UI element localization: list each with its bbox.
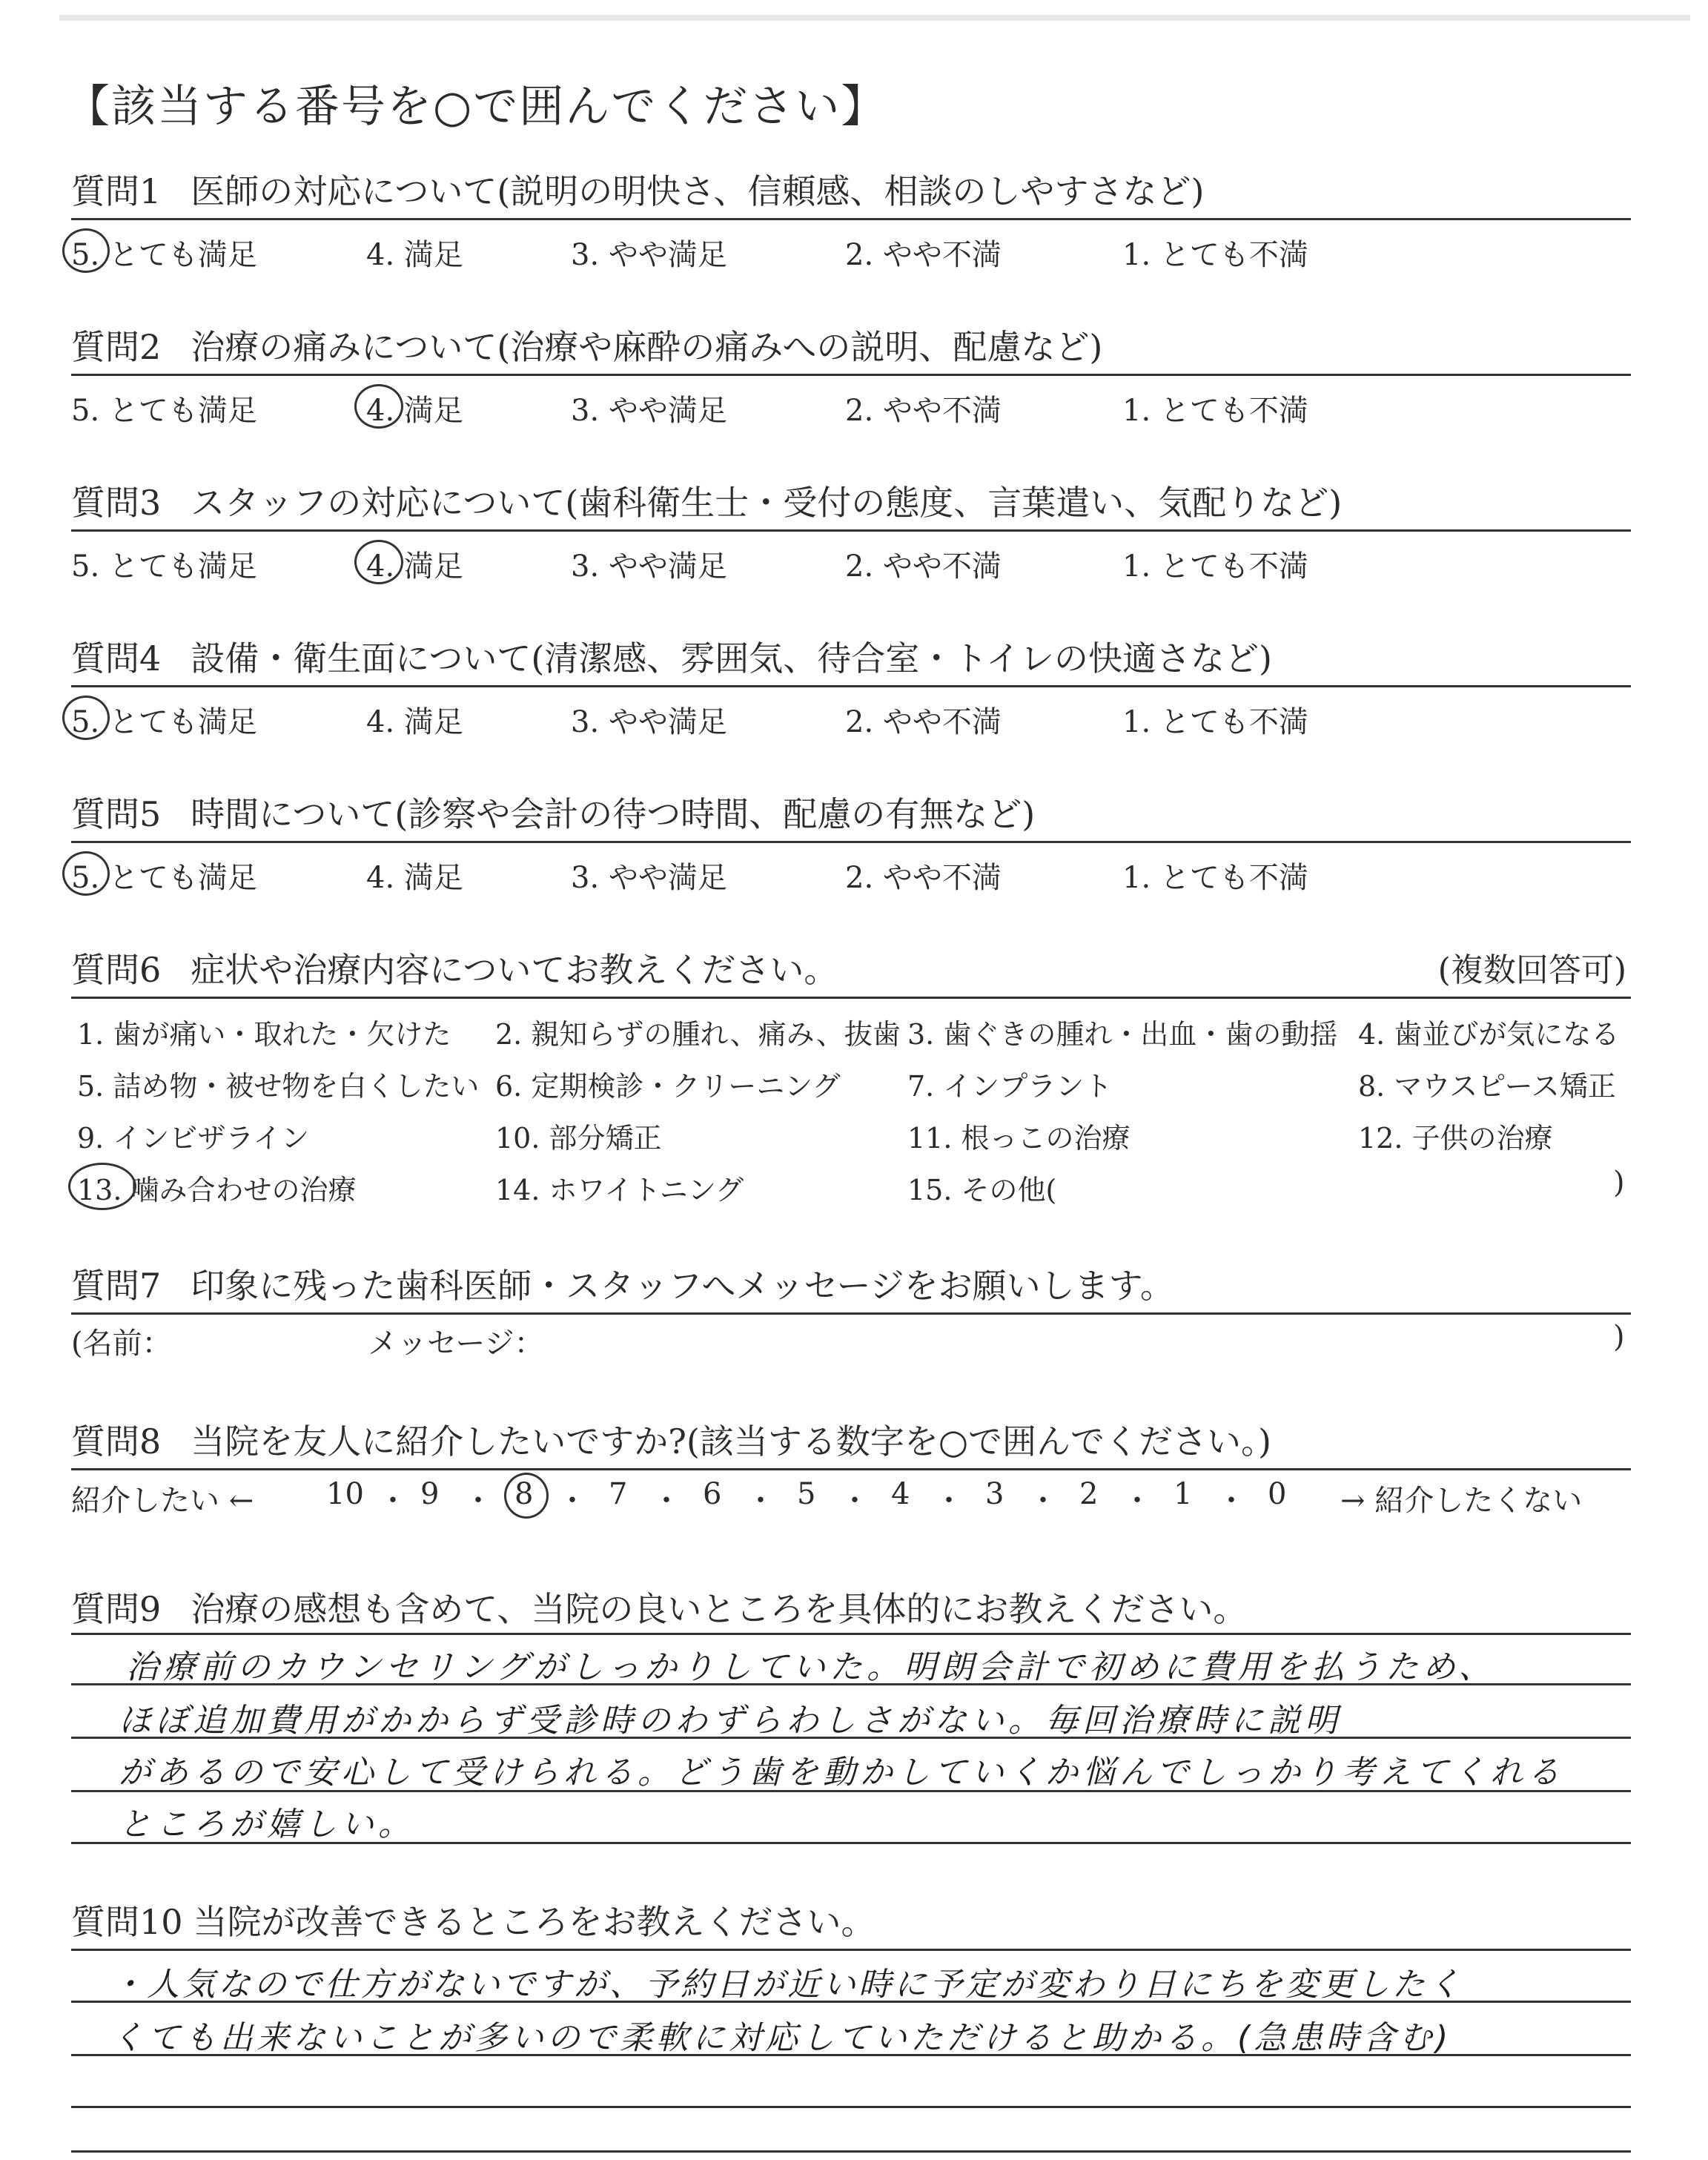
q4-option-3[interactable]: 3. やや満足 (571, 705, 727, 739)
q5-option-4[interactable]: 4. 満足 (366, 861, 463, 895)
question-2-rule (71, 374, 1631, 376)
q6-option-15[interactable]: 15. その他( (907, 1174, 1057, 1206)
q3-option-2[interactable]: 2. やや不満 (845, 549, 1002, 584)
q8-scale-separator: ・ (934, 1484, 964, 1518)
q6-option-6[interactable]: 6. 定期検診・クリーニング (495, 1070, 841, 1103)
q8-scale-separator: ・ (1122, 1484, 1152, 1518)
q4-selected-circle (62, 696, 110, 740)
q7-name-label: (名前： (71, 1327, 172, 1361)
question-3-rule (71, 529, 1631, 532)
q8-scale-separator: ・ (557, 1484, 587, 1518)
question-7-heading (71, 1259, 1174, 1308)
question-4-heading (71, 632, 1272, 681)
question-4-text: 設備・衛生面について(清潔感、雰囲気、待合室・トイレの快適さなど) (191, 638, 1272, 678)
q3-option-3[interactable]: 3. やや満足 (571, 549, 727, 584)
question-6-text: 症状や治療内容についてお教えください。 (191, 950, 838, 990)
q8-selected-circle (504, 1473, 549, 1519)
q8-scale-2[interactable]: 2 (1079, 1477, 1099, 1511)
q8-scale-6[interactable]: 6 (703, 1477, 722, 1511)
q10-answer-line: ・人気なので仕方がないですが、予約日が近い時に予定が変わり日にちを変更したく (111, 1966, 1463, 2004)
q6-option-1[interactable]: 1. 歯が痛い・取れた・欠けた (77, 1018, 451, 1051)
question-4-number: 質問4 (71, 638, 162, 678)
q1-selected-circle (62, 228, 110, 273)
q9-answer-line: ところが嬉しい。 (119, 1806, 415, 1843)
q8-left-label: 紹介したい ← (71, 1484, 254, 1518)
question-6-number: 質問6 (71, 950, 162, 990)
q8-scale-4[interactable]: 4 (891, 1477, 910, 1511)
q8-scale-9[interactable]: 9 (420, 1477, 440, 1511)
q9-answer-line: ほぼ追加費用がかからず受診時のわずらわしさがない。毎回治療時に説明 (119, 1702, 1342, 1740)
q8-scale-separator: ・ (378, 1484, 408, 1518)
q3-selected-circle (354, 540, 403, 584)
q8-scale-separator: ・ (1028, 1484, 1058, 1518)
q8-right-label: → 紹介したくない (1340, 1484, 1583, 1518)
q9-answer-line: があるので安心して受けられる。どう歯を動かしていくか悩んでしっかり考えてくれる (119, 1754, 1564, 1791)
q6-option-7[interactable]: 7. インプラント (907, 1070, 1113, 1103)
q8-scale-0[interactable]: 0 (1268, 1477, 1287, 1511)
question-6-note: (複数回答可) (1437, 951, 1626, 989)
question-8-heading (71, 1415, 1271, 1464)
q7-message-label: メッセージ： (368, 1327, 544, 1361)
question-6-heading (71, 943, 838, 992)
q8-scale-separator: ・ (652, 1484, 681, 1518)
q6-option-12[interactable]: 12. 子供の治療 (1358, 1122, 1553, 1155)
question-5-rule (71, 841, 1631, 843)
question-6-rule (71, 997, 1631, 999)
q7-close-paren: ) (1613, 1320, 1625, 1354)
q6-option-11[interactable]: 11. 根っこの治療 (907, 1122, 1131, 1155)
q5-option-3[interactable]: 3. やや満足 (571, 861, 727, 895)
question-3-number: 質問3 (71, 483, 162, 523)
q3-option-5[interactable]: 5. とても満足 (71, 549, 257, 584)
question-8-number: 質問8 (71, 1421, 162, 1462)
question-2-text: 治療の痛みについて(治療や麻酔の痛みへの説明、配慮など) (191, 327, 1103, 367)
question-9-number: 質問9 (71, 1589, 162, 1629)
q5-option-1[interactable]: 1. とても不満 (1122, 861, 1308, 895)
page-title: 【該当する番号を○で囲んでください】 (65, 81, 887, 133)
question-8-rule (71, 1468, 1631, 1470)
q1-option-1[interactable]: 1. とても不満 (1122, 238, 1308, 272)
question-1-heading (71, 165, 1204, 214)
question-9-text: 治療の感想も含めて、当院の良いところを具体的にお教えください。 (191, 1589, 1248, 1629)
question-5-text: 時間について(診察や会計の待つ時間、配慮の有無など) (191, 794, 1036, 834)
q1-option-2[interactable]: 2. やや不満 (845, 238, 1002, 272)
q5-selected-circle (62, 851, 110, 896)
q4-option-1[interactable]: 1. とても不満 (1122, 705, 1308, 739)
q2-option-5[interactable]: 5. とても満足 (71, 394, 257, 428)
q8-scale-5[interactable]: 5 (797, 1477, 816, 1511)
q8-scale-separator: ・ (840, 1484, 870, 1518)
q10-answer-line: くても出来ないことが多いので柔軟に対応していただけると助かる。(急患時含む) (111, 2019, 1452, 2057)
q6-option-2[interactable]: 2. 親知らずの腫れ、痛み、抜歯 (495, 1018, 901, 1051)
q6-option-5[interactable]: 5. 詰め物・被せ物を白くしたい (77, 1070, 480, 1103)
q2-option-1[interactable]: 1. とても不満 (1122, 394, 1308, 428)
q5-option-5[interactable]: 5. とても満足 (71, 861, 257, 895)
q5-option-2[interactable]: 2. やや不満 (845, 861, 1002, 895)
q4-option-4[interactable]: 4. 満足 (366, 705, 463, 739)
q6-option-13[interactable]: 13. 噛み合わせの治療 (77, 1174, 357, 1206)
q6-option-10[interactable]: 10. 部分矯正 (495, 1122, 662, 1155)
question-10-heading (71, 1895, 875, 1944)
q8-scale-1[interactable]: 1 (1174, 1477, 1193, 1511)
q6-option-14[interactable]: 14. ホワイトニング (495, 1174, 744, 1206)
question-8-text: 当院を友人に紹介したいですか?(該当する数字を○で囲んでください。) (191, 1421, 1271, 1462)
q9-answer-line: 治療前のカウンセリングがしっかりしていた。明朗会計で初めに費用を払うため、 (126, 1648, 1496, 1686)
q6-option-4[interactable]: 4. 歯並びが気になる (1358, 1018, 1620, 1051)
q2-option-4[interactable]: 4. 満足 (366, 394, 463, 428)
q10-answer-rule (71, 2106, 1631, 2108)
q4-option-2[interactable]: 2. やや不満 (845, 705, 1002, 739)
q8-scale-separator: ・ (463, 1484, 493, 1518)
question-1-rule (71, 218, 1631, 220)
question-7-rule (71, 1312, 1631, 1315)
q2-option-3[interactable]: 3. やや満足 (571, 394, 727, 428)
question-7-text: 印象に残った歯科医師・スタッフへメッセージをお願いします。 (191, 1266, 1174, 1306)
q3-option-1[interactable]: 1. とても不満 (1122, 549, 1308, 584)
q2-selected-circle (354, 384, 403, 429)
question-10-text: 当院が改善できるところをお教えください。 (193, 1902, 875, 1942)
q8-scale-7[interactable]: 7 (609, 1477, 628, 1511)
question-10-rule (71, 1949, 1631, 1951)
question-10-number: 質問10 (71, 1902, 183, 1942)
q3-option-4[interactable]: 4. 満足 (366, 549, 463, 584)
q1-option-5[interactable]: 5. とても満足 (71, 238, 257, 272)
question-5-number: 質問5 (71, 794, 162, 834)
q6-option-3[interactable]: 3. 歯ぐきの腫れ・出血・歯の動揺 (907, 1018, 1338, 1051)
question-4-rule (71, 685, 1631, 687)
question-9-heading (71, 1582, 1247, 1631)
q8-scale-3[interactable]: 3 (985, 1477, 1004, 1511)
q1-option-3[interactable]: 3. やや満足 (571, 238, 727, 272)
question-2-heading (71, 320, 1102, 369)
q6-option-9[interactable]: 9. インビザライン (77, 1122, 310, 1155)
q6-option-8[interactable]: 8. マウスピース矯正 (1358, 1070, 1616, 1103)
q8-scale-separator: ・ (1217, 1484, 1246, 1518)
question-9-rule (71, 1633, 1631, 1635)
q10-answer-rule (71, 2150, 1631, 2153)
q4-option-5[interactable]: 5. とても満足 (71, 705, 257, 739)
q8-scale-10[interactable]: 10 (326, 1477, 364, 1511)
question-2-number: 質問2 (71, 327, 162, 367)
question-7-number: 質問7 (71, 1266, 162, 1306)
question-3-heading (71, 476, 1342, 525)
question-3-text: スタッフの対応について(歯科衛生士・受付の態度、言葉遣い、気配りなど) (191, 483, 1343, 523)
question-5-heading (71, 787, 1035, 836)
question-1-number: 質問1 (71, 171, 162, 211)
q6-selected-circle (68, 1163, 136, 1210)
q6-other-close-paren: ) (1613, 1166, 1625, 1200)
question-1-text: 医師の対応について(説明の明快さ、信頼感、相談のしやすさなど) (191, 171, 1205, 211)
q8-scale-separator: ・ (746, 1484, 775, 1518)
top-border (59, 15, 1690, 21)
q8-scale-8[interactable]: 8 (514, 1477, 534, 1511)
q2-option-2[interactable]: 2. やや不満 (845, 394, 1002, 428)
q1-option-4[interactable]: 4. 満足 (366, 238, 463, 272)
